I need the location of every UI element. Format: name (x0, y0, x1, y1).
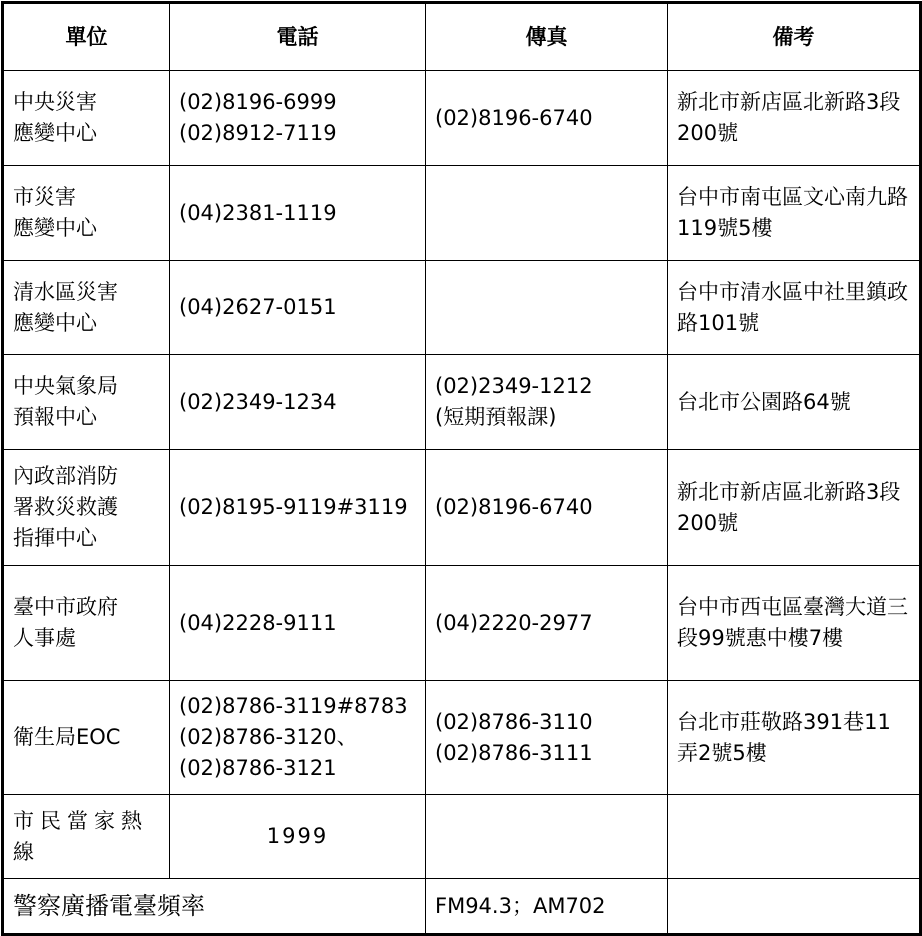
unit-cell (3, 71, 170, 166)
phone-number[interactable]: (02)8912-7119 (179, 121, 337, 145)
hotline-number[interactable]: 1999 (266, 824, 329, 848)
phone-number[interactable]: (02)8786-3121 (179, 756, 337, 780)
unit-line: 預報中心 (13, 405, 97, 429)
note-cell (668, 450, 921, 566)
table-row (3, 71, 921, 166)
header-unit: 單位 (3, 3, 170, 71)
note-cell (668, 879, 921, 935)
phone-number[interactable]: (02)2349-1234 (179, 389, 337, 414)
fax-cell (426, 355, 668, 450)
unit-line: 中央氣象局 (13, 374, 118, 398)
radio-label-cell (3, 879, 426, 935)
header-row (3, 3, 921, 71)
radio-row (3, 879, 921, 935)
phone-number[interactable]: (02)8786-3119#8783 (179, 694, 408, 718)
phone-number[interactable]: (02)8195-9119#3119 (179, 495, 408, 519)
unit-line: 應變中心 (13, 121, 97, 145)
address-text: 台中市清水區中社里鎮政路101號 (677, 279, 908, 335)
phone-number[interactable]: (04)2228-9111 (179, 610, 337, 635)
hotline-label: 市民當家熱線 (13, 808, 148, 864)
phone-cell (170, 566, 426, 681)
radio-frequency: FM94.3；AM702 (435, 893, 606, 918)
table-row (3, 450, 921, 566)
radio-value-cell (426, 879, 668, 935)
address-text: 新北市新店區北新路3段200號 (677, 479, 901, 535)
unit-line: 衛生局EOC (13, 725, 121, 749)
table-row (3, 261, 921, 355)
note-cell (668, 355, 921, 450)
unit-cell (3, 261, 170, 355)
unit-line: 應變中心 (13, 310, 97, 335)
fax-number: (04)2220-2977 (435, 610, 593, 635)
note-cell (668, 261, 921, 355)
fax-cell (426, 261, 668, 355)
unit-line: 人事處 (13, 626, 76, 650)
header-phone: 電話 (170, 3, 426, 71)
phone-cell (170, 71, 426, 166)
fax-number: (02)8786-3110 (435, 709, 593, 734)
unit-line: 署救災救護 (13, 495, 118, 519)
contact-table (1, 1, 922, 936)
note-cell (668, 71, 921, 166)
phone-cell (170, 681, 426, 795)
unit-line: 內政部消防 (13, 464, 118, 488)
note-cell (668, 566, 921, 681)
table-row (3, 566, 921, 681)
phone-cell (170, 166, 426, 261)
phone-number[interactable]: (02)8196-6999 (179, 90, 337, 114)
unit-line: 指揮中心 (13, 526, 97, 550)
address-text: 台中市南屯區文心南九路119號5樓 (677, 185, 908, 240)
hotline-phone-cell (170, 795, 426, 879)
table-row (3, 355, 921, 450)
fax-cell (426, 450, 668, 566)
unit-line: 中央災害 (13, 90, 97, 114)
note-cell (668, 681, 921, 795)
unit-line: 臺中市政府 (13, 595, 118, 619)
phone-cell (170, 450, 426, 566)
address-text: 台北市莊敬路391巷11弄2號5樓 (677, 709, 891, 765)
fax-cell (426, 566, 668, 681)
unit-line: 市災害 (13, 185, 76, 209)
address-text: 台中市西屯區臺灣大道三段99號惠中樓7樓 (677, 595, 908, 650)
fax-cell (426, 71, 668, 166)
hotline-unit-cell (3, 795, 170, 879)
phone-number[interactable]: (04)2381-1119 (179, 200, 337, 225)
unit-cell (3, 681, 170, 795)
header-note: 備考 (668, 3, 921, 71)
fax-number: (02)2349-1212 (435, 374, 593, 398)
unit-cell (3, 566, 170, 681)
fax-number: (02)8786-3111 (435, 740, 593, 765)
phone-cell (170, 261, 426, 355)
unit-line: 清水區災害 (13, 279, 118, 304)
fax-number: (02)8196-6740 (435, 495, 593, 519)
hotline-row (3, 795, 921, 879)
fax-cell (426, 166, 668, 261)
note-cell (668, 166, 921, 261)
table-row (3, 681, 921, 795)
phone-cell (170, 355, 426, 450)
fax-cell (426, 681, 668, 795)
address-text: 新北市新店區北新路3段200號 (677, 90, 901, 145)
fax-note: (短期預報課) (435, 405, 557, 429)
unit-cell (3, 450, 170, 566)
header-fax: 傳真 (426, 3, 668, 71)
address-text: 台北市公園路64號 (677, 389, 851, 414)
phone-number[interactable]: (02)8786-3120、 (179, 725, 358, 749)
radio-label: 警察廣播電臺頻率 (13, 891, 205, 920)
fax-cell (426, 795, 668, 879)
table-row (3, 166, 921, 261)
unit-cell (3, 166, 170, 261)
unit-cell (3, 355, 170, 450)
phone-number[interactable]: (04)2627-0151 (179, 295, 337, 319)
fax-number: (02)8196-6740 (435, 105, 593, 130)
note-cell (668, 795, 921, 879)
unit-line: 應變中心 (13, 216, 97, 240)
